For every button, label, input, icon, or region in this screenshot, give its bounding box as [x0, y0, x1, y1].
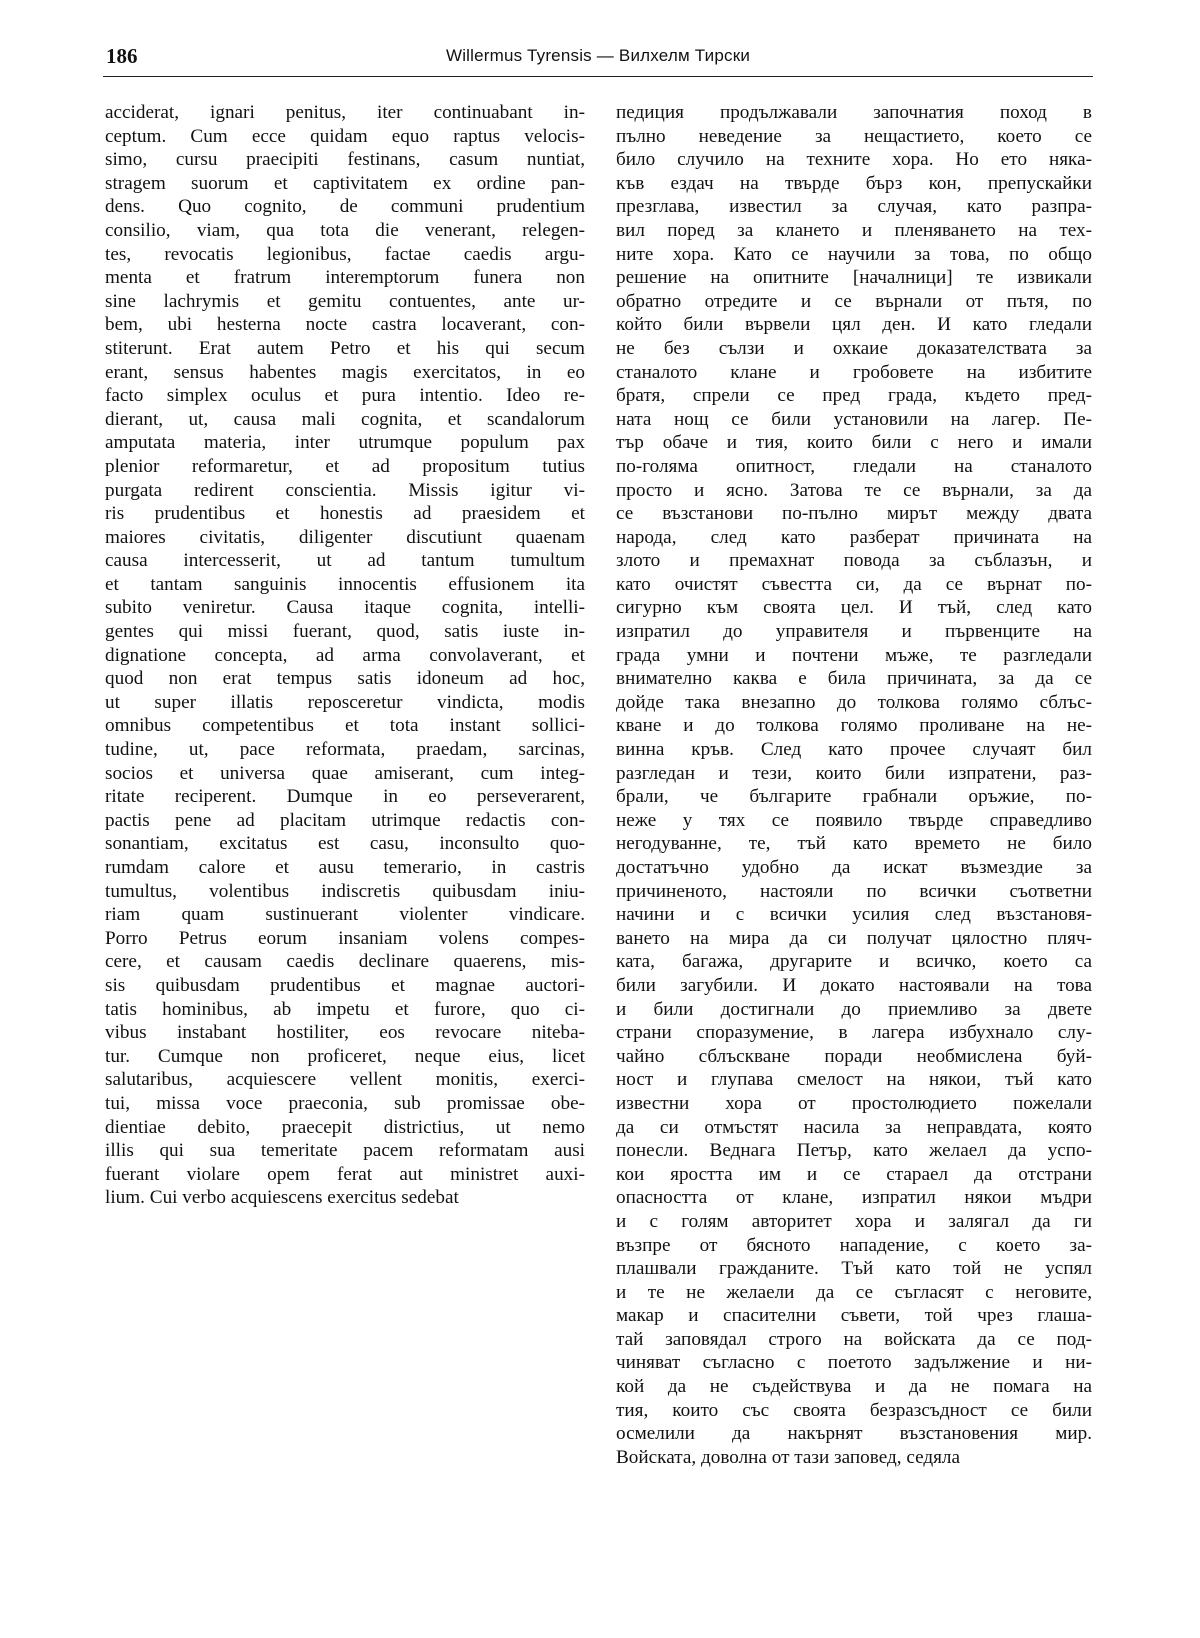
bulgarian-text-line: винна кръв. След като прочее случаят бил: [616, 739, 1092, 761]
page-number: 186: [106, 44, 138, 68]
bulgarian-text-line: злото и премахнат повода за съблазън, и: [616, 550, 1092, 572]
latin-text-line: bem, ubi hesterna nocte castra locaverant, con-: [105, 314, 585, 336]
bulgarian-text-line: страни споразумение, в лагера избухнало слу-: [616, 1022, 1092, 1044]
latin-text-line: sonantiam, excitatus est casu, inconsulto quo-: [105, 833, 585, 855]
bulgarian-text-line: неже у тях се появило твърде справедливо: [616, 809, 1092, 831]
bulgarian-text-line: тия, които със своята безразсъдност се били: [616, 1399, 1092, 1421]
latin-text-line: stragem suorum et captivitatem ex ordine pan-: [105, 172, 585, 194]
bulgarian-text-line: кване и до толкова голямо проливане на не-: [616, 715, 1092, 737]
latin-text-line: pactis pene ad placitam utrimque redactis con-: [105, 809, 585, 831]
bulgarian-text-line: педиция продължавали започнатия поход в: [616, 102, 1092, 123]
latin-text-line: erant, sensus habentes magis exercitatos, in eo: [105, 361, 585, 383]
bulgarian-text-line: града умни и почтени мъже, те разгледали: [616, 644, 1092, 666]
latin-text-line: vibus instabant hostiliter, eos revocare niteba-: [105, 1022, 585, 1044]
bulgarian-text-line: причиненото, настояли по всички съответни: [616, 880, 1092, 902]
latin-text-line: ritate reciperent. Dumque in eo perseverarent,: [105, 786, 585, 808]
bulgarian-text-line: и те не желаели да се съгласят с неговите,: [616, 1281, 1092, 1303]
bulgarian-text-line: били загубили. И докато настоявали на това: [616, 974, 1092, 996]
bulgarian-text-line: ните хора. Като се научили за това, по общо: [616, 243, 1092, 265]
bulgarian-text-line: внимателно каква е била причината, за да се: [616, 668, 1092, 690]
running-title: Willermus Tyrensis — Вилхелм Тирски: [445, 46, 751, 65]
bulgarian-text-line: чиняват съгласно с поетото задължение и ни-: [616, 1352, 1092, 1374]
latin-text-line: Porro Petrus eorum insaniam volens compes-: [105, 927, 585, 949]
latin-text-line: simo, cursu praecipiti festinans, casum nuntiat,: [105, 149, 585, 171]
bulgarian-text-line: ната нощ се били установили на лагер. Пе-: [616, 408, 1092, 430]
bulgarian-text-line: и били достигнали до приемливо за двете: [616, 998, 1092, 1020]
latin-text-line: illis qui sua temeritate pacem reformatam ausi: [105, 1140, 585, 1162]
bulgarian-text-line: осмелили да накърнят възстановения мир.: [616, 1423, 1092, 1445]
latin-text-line: tui, missa voce praeconia, sub promissae obe-: [105, 1092, 585, 1114]
bulgarian-text-line: и с голям авторитет хора и залягал да ги: [616, 1210, 1092, 1232]
latin-text-line: gentes qui missi fuerant, quod, satis iuste in-: [105, 621, 585, 643]
latin-text-line: ut super illatis reposceretur vindicta, modis: [105, 691, 585, 713]
bulgarian-text-line: разгледан и тези, които били изпратени, раз-: [616, 762, 1092, 784]
latin-text-column: [105, 101, 585, 1210]
latin-text-line: facto simplex oculus et pura intentio. Ideo re-: [105, 385, 585, 407]
bulgarian-text-line: изпратил до управителя и първенците на: [616, 621, 1092, 643]
latin-text-line: socios et universa quae amiserant, cum integ-: [105, 762, 585, 784]
latin-text-line: menta et fratrum interemptorum funera non: [105, 267, 585, 289]
latin-text-line: quod non erat tempus satis idoneum ad hoc,: [105, 668, 585, 690]
latin-text-line: acciderat, ignari penitus, iter continuabant in-: [105, 102, 585, 123]
bulgarian-text-line: който били вървели цял ден. И като гледали: [616, 314, 1092, 336]
latin-text-line: salutaribus, acquiescere vellent monitis, exerci-: [105, 1069, 585, 1091]
latin-text-line: et tantam sanguinis innocentis effusionem ita: [105, 573, 585, 595]
latin-text-line: tatis hominibus, ab impetu et furore, quo ci-: [105, 998, 585, 1020]
bulgarian-text-line: по-голяма опитност, гледали на станалото: [616, 455, 1092, 477]
latin-text-line: tes, revocatis legionibus, factae caedis argu-: [105, 243, 585, 265]
latin-text-line: tumultus, volentibus indiscretis quibusdam iniu-: [105, 880, 585, 902]
bulgarian-text-line: като очистят съвестта си, да се върнат по-: [616, 573, 1092, 595]
bulgarian-text-line: народа, след като разберат причината на: [616, 526, 1092, 548]
bulgarian-text-line: ването на мира да си получат цялостно пляч-: [616, 927, 1092, 949]
bulgarian-text-line: презглава, известил за случая, като разпра-: [616, 196, 1092, 218]
latin-text-line: amputata materia, inter utrumque populum pax: [105, 432, 585, 454]
bulgarian-text-line: достатъчно удобно да искат възмездие за: [616, 857, 1092, 878]
latin-text-line: fuerant violare opem ferat aut ministret auxi-: [105, 1163, 585, 1185]
latin-text-line: dignatione concepta, ad arma convolaverant, et: [105, 644, 585, 666]
latin-text-line: omnibus competentibus et tota instant sollici-: [105, 715, 585, 737]
bulgarian-text-line: Войската, доволна от тази заповед, седяла: [616, 1446, 961, 1468]
bulgarian-text-line: било случило на техните хора. Но ето няка-: [616, 149, 1092, 171]
bulgarian-text-line: ност и глупава смелост на някои, тъй като: [616, 1069, 1092, 1091]
latin-text-line: ceptum. Cum ecce quidam equo raptus velocis-: [105, 125, 585, 147]
latin-text-line: purgata redirent conscientia. Missis igitur vi-: [105, 479, 585, 501]
bulgarian-text-line: не без сълзи и охкаие доказателствата за: [616, 337, 1092, 359]
latin-text-line: dientiae debito, praecepit districtius, ut nemo: [105, 1116, 585, 1138]
bulgarian-text-line: пълно неведение за нещастието, което се: [616, 125, 1092, 147]
latin-text-line: rumdam calore et ausu temerario, in castris: [105, 857, 585, 878]
latin-text-line: stiterunt. Erat autem Petro et his qui secum: [105, 337, 585, 359]
latin-text-line: riam quam sustinuerant violenter vindicare.: [105, 904, 585, 926]
bulgarian-text-line: кои яростта им и се стараел да отстрани: [616, 1163, 1092, 1185]
bulgarian-text-line: се възстанови по-пълно мирът между двата: [616, 503, 1092, 525]
latin-text-line: tur. Cumque non proficeret, neque eius, licet: [105, 1045, 585, 1067]
latin-text-line: sine lachrymis et gemitu contuentes, ante ur-: [105, 290, 585, 312]
bulgarian-text-line: брали, че българите грабнали оръжие, по-: [616, 786, 1092, 808]
latin-text-line: tudine, ut, pace reformata, praedam, sarcinas,: [105, 739, 585, 761]
bulgarian-text-line: тай заповядал строго на войската да се под-: [616, 1328, 1092, 1350]
bulgarian-text-line: вил поред за клането и пленяването на тех-: [616, 219, 1092, 241]
bulgarian-text-line: понесли. Веднага Петър, като желаел да успо-: [616, 1140, 1092, 1162]
bulgarian-text-line: просто и ясно. Затова те се върнали, за да: [616, 479, 1092, 501]
bulgarian-text-line: плашвали гражданите. Тъй като той не успял: [616, 1258, 1092, 1280]
page-header: [103, 40, 1093, 77]
latin-text-line: maiores civitatis, diligenter discutiunt quaenam: [105, 526, 585, 548]
latin-text-line: cere, et causam caedis declinare quaerens, mis-: [105, 951, 585, 973]
bulgarian-text-line: станалото клане и гробовете на избитите: [616, 361, 1092, 383]
latin-text-line: plenior reformaretur, et ad propositum tutius: [105, 455, 585, 477]
latin-text-line: ris prudentibus et honestis ad praesidem et: [105, 503, 585, 525]
bulgarian-text-line: обратно отредите и се върнали от пътя, по: [616, 290, 1092, 312]
latin-text-line: dens. Quo cognito, de communi prudentium: [105, 196, 585, 218]
bulgarian-text-line: да си отмъстят насила за неправдата, която: [616, 1116, 1092, 1138]
latin-text-line: subito veniretur. Causa itaque cognita, intelli-: [105, 597, 585, 619]
bulgarian-text-line: сигурно към своята цел. И тъй, след като: [616, 597, 1092, 619]
bulgarian-text-line: начини и с всички усилия след възстановя-: [616, 904, 1092, 926]
latin-text-line: causa intercesserit, ut ad tantum tumultum: [105, 550, 585, 572]
bulgarian-text-line: решение на опитните [началници] те извикали: [616, 267, 1092, 289]
bulgarian-text-line: дойде така внезапно до толкова голямо сблъс-: [616, 691, 1092, 713]
latin-text-line: consilio, viam, qua tota die venerant, relegen-: [105, 219, 585, 241]
bulgarian-text-line: братя, спрели се пред града, където пред-: [616, 385, 1092, 407]
latin-text-line: sis quibusdam prudentibus et magnae auctori-: [105, 974, 585, 996]
latin-text-line: lium. Cui verbo acquiescens exercitus sedebat: [105, 1187, 459, 1209]
bulgarian-text-line: къв ездач на твърде бърз кон, препускайки: [616, 172, 1092, 194]
bulgarian-text-line: кой да не съдействува и да не помага на: [616, 1376, 1092, 1398]
bulgarian-text-line: възпре от бясното нападение, с което за-: [616, 1234, 1092, 1256]
bulgarian-text-line: опасността от клане, изпратил някои мъдри: [616, 1187, 1092, 1209]
bulgarian-translation-column: [616, 101, 1092, 1469]
bulgarian-text-line: макар и спасителни съвети, той чрез глаша-: [616, 1305, 1092, 1327]
latin-text-line: dierant, ut, causa mali cognita, et scandalorum: [105, 408, 585, 430]
bulgarian-text-line: негодуванне, те, тъй като времето не било: [616, 833, 1092, 855]
bulgarian-text-line: чайно сблъскване поради необмислена буй-: [616, 1045, 1092, 1067]
bulgarian-text-line: известни хора от простолюдието пожелали: [616, 1092, 1092, 1114]
bulgarian-text-line: тър обаче и тия, които били с него и имали: [616, 432, 1092, 454]
bulgarian-text-line: ката, багажа, другарите и всичко, което са: [616, 951, 1092, 973]
